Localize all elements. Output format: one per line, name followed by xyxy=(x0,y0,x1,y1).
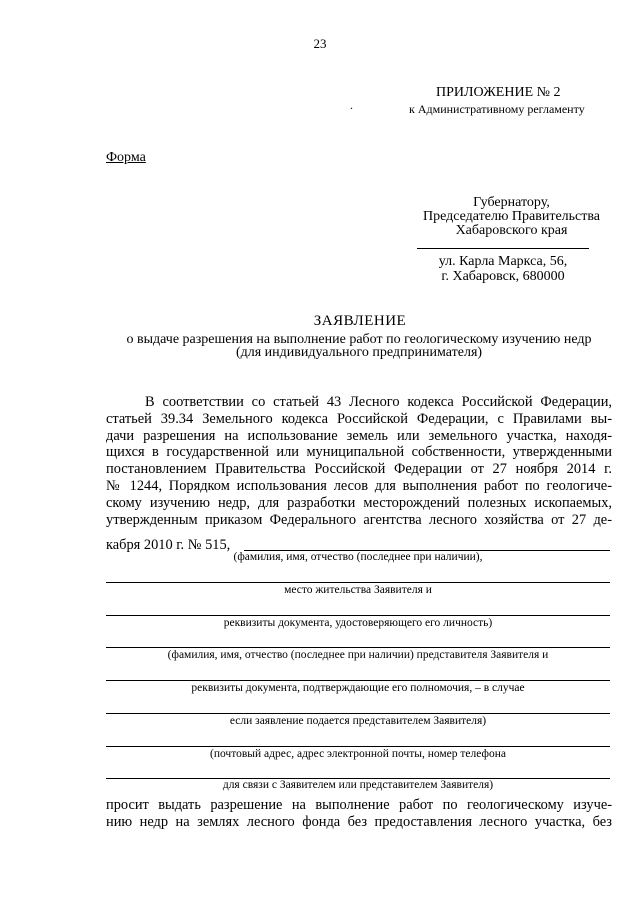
stray-dot: . xyxy=(350,98,353,112)
field-caption: (фамилия, имя, отчество (последнее при наличии), xyxy=(233,551,483,563)
body-line: щихся в государственной или муниципальной собственности, утвержденными xyxy=(106,444,612,461)
closing-line: просит выдать разрешение на выполнение работ по геологическому изуче- xyxy=(106,797,612,813)
form-label: Форма xyxy=(106,150,146,165)
fill-line xyxy=(106,647,610,648)
body-line: № 1244, Порядком использования лесов для выполнения работ по геологиче- xyxy=(106,477,612,494)
addressee-block xyxy=(423,196,600,238)
fill-line xyxy=(106,615,610,616)
subtitle-line: о выдаче разрешения на выполнение работ по геологическому изучению недр xyxy=(126,332,592,347)
field-caption: для связи с Заявителем или представителем Заявителя) xyxy=(222,779,494,791)
address-line: г. Хабаровск, 680000 xyxy=(441,269,565,284)
fill-line xyxy=(106,746,610,747)
body-line: постановлением Правительства Российской Федерации от 27 ноября 2014 г. xyxy=(106,461,612,478)
field-caption: реквизиты документа, подтверждающие его полномочия, – в случае xyxy=(191,682,525,694)
body-last-line: кабря 2010 г. № 515, xyxy=(106,537,231,553)
document-subtitle xyxy=(106,333,612,359)
fill-line xyxy=(106,680,610,681)
subtitle-line: (для индивидуального предпринимателя) xyxy=(235,345,483,360)
page-number: 23 xyxy=(313,36,327,51)
fill-line xyxy=(106,582,610,583)
address-divider xyxy=(417,248,589,249)
field-caption: если заявление подается представителем Заявителя) xyxy=(229,715,487,727)
body-line: В соответствии со статьей 43 Лесного кодекса Российской Федерации, xyxy=(145,394,612,410)
address-line: ул. Карла Маркса, 56, xyxy=(438,254,568,269)
addressee-line: Председателю Правительства xyxy=(422,209,600,224)
closing-paragraph xyxy=(106,797,612,831)
body-line: скому изучению недр, для разработки месторождений полезных ископаемых, xyxy=(106,494,612,511)
fill-line xyxy=(106,713,610,714)
address-block xyxy=(418,254,588,284)
appendix-title: ПРИЛОЖЕНИЕ № 2 xyxy=(436,85,561,100)
body-paragraph xyxy=(106,394,612,528)
addressee-line: Губернатору, xyxy=(473,195,550,210)
closing-line: нию недр на землях лесного фонда без предоставления лесного участка, без xyxy=(106,813,612,830)
body-line: утвержденным приказом Федерального агентства лесного хозяйства от 27 де- xyxy=(106,511,612,528)
field-caption: реквизиты документа, удостоверяющего его личность) xyxy=(223,617,493,629)
body-line: дачи разрешения на использование земель или земельного участка, находя- xyxy=(106,427,612,444)
document-title: ЗАЯВЛЕНИЕ xyxy=(313,313,407,329)
field-caption: место жительства Заявителя и xyxy=(284,584,432,596)
field-caption: (почтовый адрес, адрес электронной почты, номер телефона xyxy=(210,748,506,760)
body-line: статьей 39.34 Земельного кодекса Российской Федерации, с Правилами вы- xyxy=(106,410,612,427)
appendix-subtitle: к Административному регламенту xyxy=(409,102,585,116)
addressee-line: Хабаровского края xyxy=(455,223,568,238)
field-caption: (фамилия, имя, отчество (последнее при наличии) представителя Заявителя и xyxy=(167,649,549,661)
